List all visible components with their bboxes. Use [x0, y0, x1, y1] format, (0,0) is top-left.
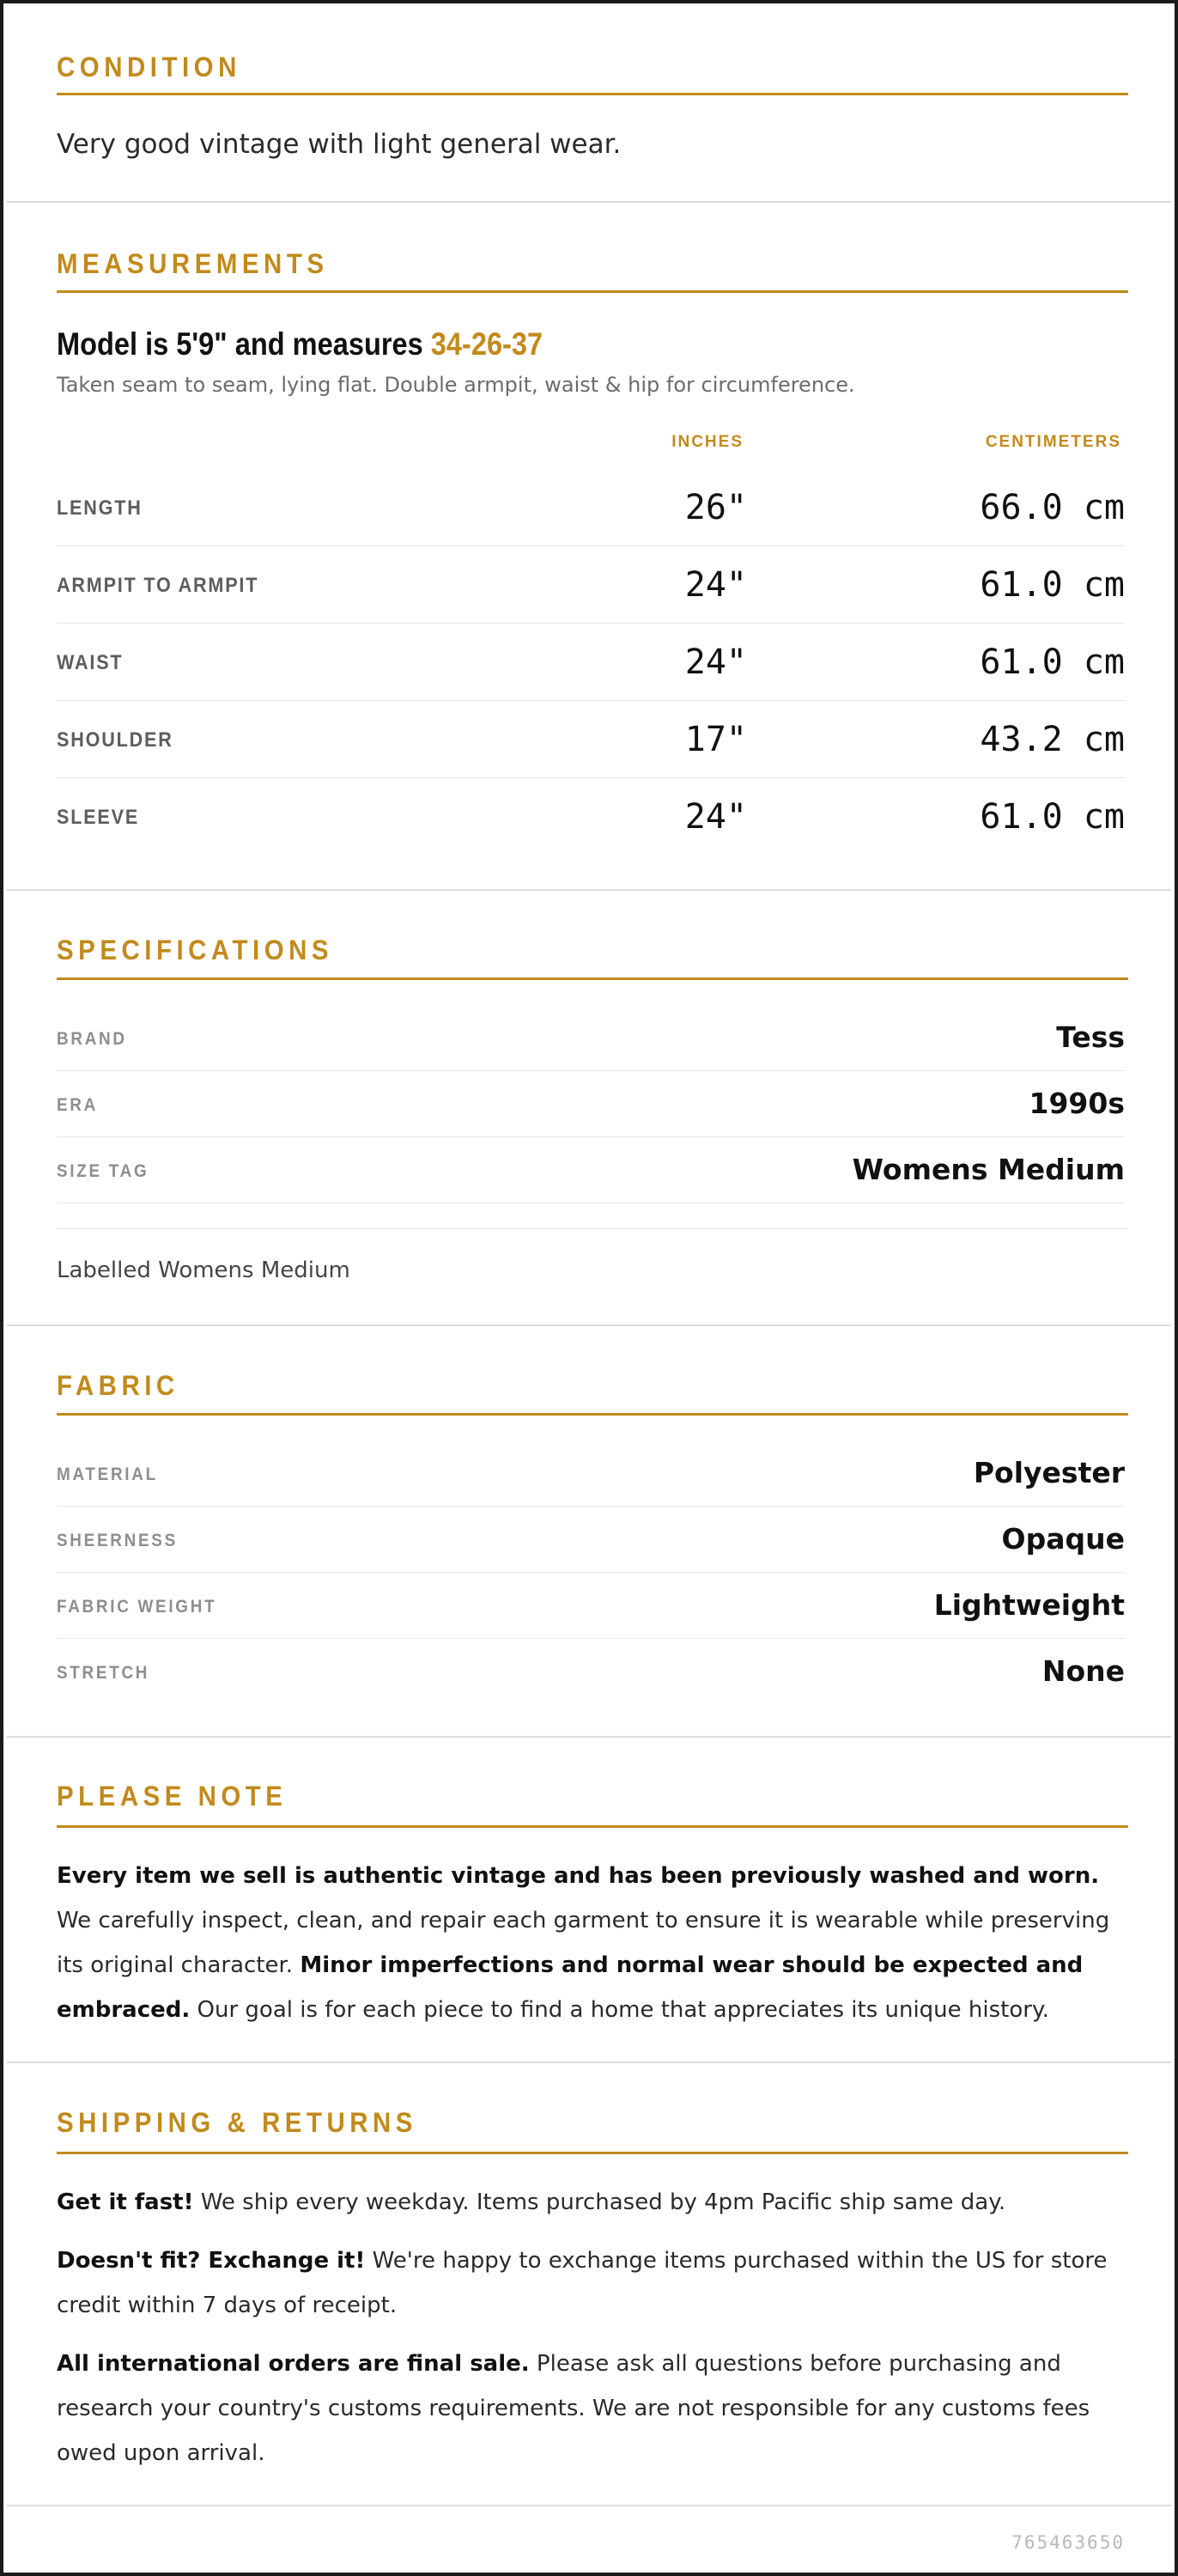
- model-measure-value: 34-26-37: [430, 326, 543, 362]
- centimeters-column-header: CENTIMETERS: [985, 433, 1121, 451]
- measurement-inches: 17": [684, 720, 747, 759]
- fabric-value: Opaque: [1001, 1522, 1125, 1556]
- please-note-text-2: Our goal is for each piece to find a home that appreciates its unique history.: [190, 1997, 1049, 2023]
- measurement-row: [57, 624, 1125, 701]
- fabric-rule: [57, 1413, 1128, 1416]
- section-divider: [7, 2505, 1171, 2506]
- shipping-bold-3: All international orders are final sale.: [57, 2351, 530, 2377]
- section-divider: [7, 889, 1171, 891]
- measurement-row: [57, 469, 1125, 546]
- measurement-inches: 24": [684, 797, 747, 837]
- please-note-bold-1: Every item we sell is authentic vintage and has been previously washed and worn.: [57, 1863, 1100, 1889]
- measurement-cm: 66.0 cm: [980, 488, 1125, 527]
- fabric-key: MATERIAL: [57, 1465, 158, 1484]
- spec-row: [57, 1005, 1125, 1071]
- please-note-bold-2: Minor imperfections and normal wear should be expected and embraced.: [57, 1952, 1084, 2023]
- shipping-bold-1: Get it fast!: [57, 2189, 194, 2215]
- shipping-title: SHIPPING & RETURNS: [57, 2107, 417, 2138]
- spec-value: Tess: [1056, 1020, 1125, 1054]
- measurement-row: [57, 546, 1125, 624]
- measurement-label: ARMPIT TO ARMPIT: [57, 574, 259, 597]
- condition-text: Very good vintage with light general wear.: [57, 129, 622, 160]
- shipping-text-3: Please ask all questions before purchasing and research your country's customs requirements. We are not responsible for any customs fees owed upon arrival.: [57, 2351, 1090, 2466]
- spec-key: BRAND: [57, 1029, 127, 1049]
- shipping-text-1: We ship every weekday. Items purchased by 4pm Pacific ship same day.: [193, 2189, 1006, 2215]
- fabric-title: FABRIC: [57, 1370, 179, 1401]
- please-note-rule: [57, 1825, 1128, 1828]
- specifications-rule: [57, 977, 1128, 980]
- fabric-key: FABRIC WEIGHT: [57, 1597, 217, 1617]
- spec-key: ERA: [57, 1095, 99, 1115]
- fabric-row: [57, 1573, 1125, 1639]
- section-divider: [7, 1736, 1171, 1738]
- shipping-text-2: We're happy to exchange items purchased within the US for store credit within 7 days of receipt.: [57, 2248, 1108, 2318]
- model-measurements: [57, 326, 543, 362]
- shipping-paragraph-2: [57, 2238, 1130, 2328]
- spec-note-rule: [57, 1228, 1128, 1229]
- fabric-row: [57, 1440, 1125, 1507]
- measurement-cm: 61.0 cm: [980, 642, 1125, 682]
- section-divider: [7, 1325, 1171, 1326]
- product-id: 765463650: [1011, 2532, 1125, 2553]
- shipping-rule: [57, 2152, 1128, 2154]
- shipping-bold-2: Doesn't fit? Exchange it!: [57, 2248, 366, 2274]
- fabric-row: [57, 1639, 1125, 1705]
- measurement-label: SLEEVE: [57, 806, 140, 829]
- measurements-rule: [57, 290, 1128, 293]
- please-note-text-1: We carefully inspect, clean, and repair each garment to ensure it is wearable while preserving its original character.: [57, 1908, 1110, 1978]
- section-divider: [7, 201, 1171, 203]
- measurement-inches: 24": [684, 565, 747, 605]
- measurements-title: MEASUREMENTS: [57, 248, 329, 279]
- measurement-cm: 43.2 cm: [980, 720, 1125, 759]
- fabric-row: [57, 1507, 1125, 1573]
- fabric-key: SHEERNESS: [57, 1531, 178, 1550]
- spec-row: [57, 1137, 1125, 1203]
- measurement-inches: 24": [684, 642, 747, 682]
- model-prefix: Model is 5'9" and measures: [57, 326, 431, 362]
- measurement-label: WAIST: [57, 651, 124, 674]
- condition-title: CONDITION: [57, 52, 241, 82]
- section-divider: [7, 2061, 1171, 2063]
- measurement-row: [57, 778, 1125, 856]
- measurement-label: SHOULDER: [57, 728, 173, 752]
- measurement-note: Taken seam to seam, lying flat. Double armpit, waist & hip for circumference.: [57, 373, 855, 397]
- fabric-value: None: [1041, 1654, 1125, 1688]
- spec-row: [57, 1071, 1125, 1137]
- please-note-title: PLEASE NOTE: [57, 1781, 288, 1812]
- please-note-text: [57, 1854, 1130, 2032]
- fabric-key: STRETCH: [57, 1663, 150, 1683]
- spec-value: Womens Medium: [852, 1153, 1125, 1186]
- size-tag-note: Labelled Womens Medium: [57, 1258, 350, 1283]
- spec-key: SIZE TAG: [57, 1161, 149, 1181]
- measurement-label: LENGTH: [57, 496, 143, 520]
- shipping-paragraph-1: [57, 2180, 1130, 2225]
- fabric-value: Polyester: [973, 1456, 1125, 1489]
- condition-rule: [57, 93, 1128, 95]
- fabric-value: Lightweight: [933, 1588, 1125, 1622]
- inches-column-header: INCHES: [671, 433, 744, 451]
- shipping-paragraph-3: [57, 2342, 1130, 2476]
- measurement-cm: 61.0 cm: [980, 797, 1125, 837]
- specifications-title: SPECIFICATIONS: [57, 935, 334, 965]
- spec-value: 1990s: [1029, 1087, 1125, 1120]
- measurement-row: [57, 701, 1125, 778]
- measurement-cm: 61.0 cm: [980, 565, 1125, 605]
- measurement-inches: 26": [684, 488, 747, 527]
